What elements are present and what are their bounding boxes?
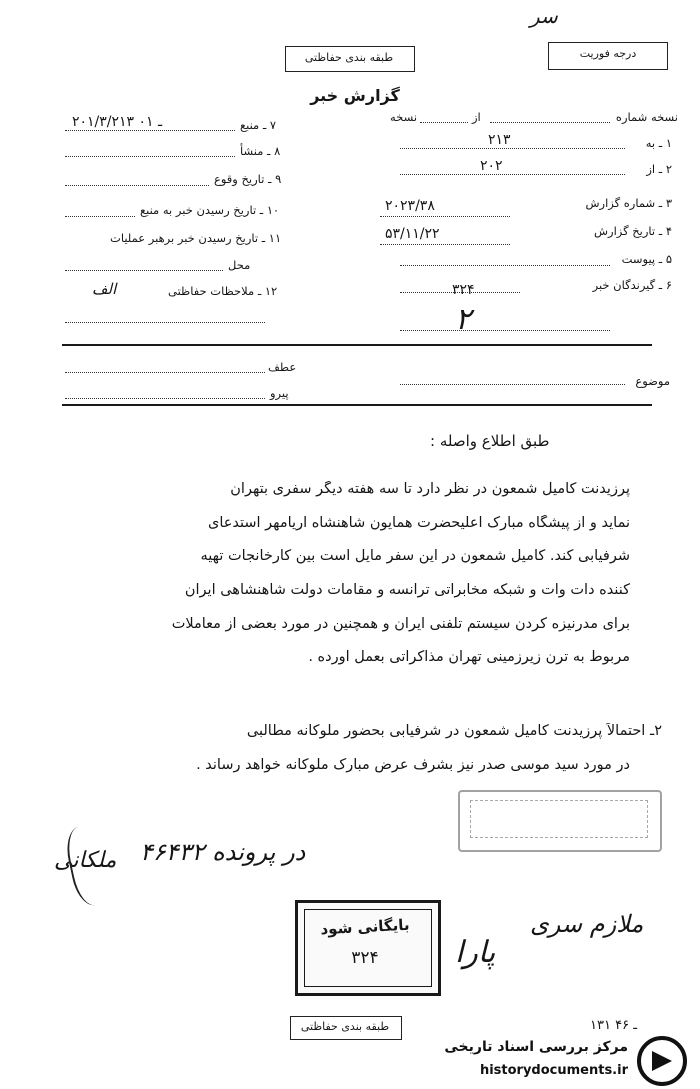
body-greeting: طبق اطلاع واصله : <box>430 432 550 450</box>
follow-label: پیرو <box>270 386 289 400</box>
faded-stamp-inner <box>470 800 648 838</box>
brand-emblem-icon <box>636 1035 688 1087</box>
copy-from-label: از <box>472 110 481 124</box>
signature-right: ملازم سری <box>530 910 644 938</box>
source-value: ۲۰۱/۳/۲۱۳ ـ ۰۱ <box>72 114 163 130</box>
urgency-label: درجه فوریت <box>579 47 637 60</box>
classification-bottom: طبقه بندی حفاظتی <box>300 1020 390 1033</box>
body-line: شرفیابی کند. کامیل شمعون در این سفر مایل است بین کارخانجات تهیه <box>200 548 630 564</box>
recipients-label: ۶ ـ گیرندگان خبر <box>592 278 672 292</box>
subject-label: موضوع <box>635 374 670 388</box>
body-line: ۲ـ احتمالاً پرزیدنت کامیل شمعون در شرفیابی بحضور ملوکانه مطالبی <box>246 723 662 739</box>
body-line: کننده دات وات و شبکه مخابراتی ترانسه و مقامات دولت شاهنشاهی ایران <box>184 582 630 598</box>
report-date-label: ۴ ـ تاریخ گزارش <box>593 224 672 238</box>
signature-right-lower: پارا <box>455 935 496 970</box>
report-no-value: ۲۰۲۳/۳۸ <box>385 198 435 214</box>
brand-logo <box>430 1029 700 1089</box>
top-right-mark: سر <box>530 4 558 28</box>
body-line: در مورد سید موسی صدر نیز بشرف عرض مبارک ملوکانه خواهد رساند . <box>196 757 630 773</box>
page-title: گزارش خبر <box>310 86 400 105</box>
received-source-label: ۱۰ ـ تاریخ رسیدن خبر به منبع <box>140 203 280 217</box>
copy-number-label: نسخه شماره <box>615 110 678 124</box>
from-label: ۲ ـ از <box>646 162 672 176</box>
ref-label: عطف <box>268 360 297 374</box>
to-label: ۱ ـ به <box>645 136 672 150</box>
attachment-label: ۵ ـ پیوست <box>621 252 672 266</box>
signature-flourish <box>62 822 120 909</box>
classification-top: طبقه بندی حفاظتی <box>304 51 394 64</box>
page-code: ۱۳۱ ـ ۴۶ <box>590 1018 638 1033</box>
body-line: نماید و از پیشگاه مبارک اعلیحضرت همایون شاهنشاه آریامهر استدعای <box>207 515 630 531</box>
subject-top-rule <box>62 344 652 346</box>
origin-label: ۸ ـ منشأ <box>240 144 281 158</box>
remarks-label: ۱۲ ـ ملاحظات حفاظتی <box>168 284 278 298</box>
handwritten-file-number: در پرونده ۴۶۴۳۲ <box>140 838 306 866</box>
received-ops-label: ۱۱ ـ تاریخ رسیدن خبر برهبر عملیات <box>110 231 282 245</box>
occurrence-label: ۹ ـ تاریخ وقوع <box>214 172 282 186</box>
from-value: ۲۰۲ <box>480 158 503 174</box>
brand-name: مرکز بررسی اسناد تاریخی <box>444 1039 628 1055</box>
source-label: ۷ ـ منبع <box>240 118 277 132</box>
place-label: محل <box>228 258 251 272</box>
recipients-value: ۳۲۴ <box>452 282 475 298</box>
report-date-value: ۵۳/۱۱/۲۲ <box>385 226 440 242</box>
body-line: برای مدرنیزه کردن سیستم تلفنی ایران و همچنین در مورد بعضی از معاملات <box>171 616 630 632</box>
big-handwritten-mark: ۲ <box>455 302 472 337</box>
copy-word: نسخه <box>390 110 418 124</box>
subject-bottom-rule <box>62 404 652 406</box>
archive-stamp-text: بایگانی شود <box>320 915 410 939</box>
archive-stamp-number: ۳۲۴ <box>351 948 379 968</box>
report-no-label: ۳ ـ شماره گزارش <box>585 196 672 210</box>
brand-url: historydocuments.ir <box>479 1063 628 1078</box>
signature-left: ملکانی <box>54 848 117 873</box>
to-value: ۲۱۳ <box>488 132 511 148</box>
body-line: پرزیدنت کامیل شمعون در نظر دارد تا سه هفته دیگر سفری بتهران <box>230 481 630 497</box>
body-line: مربوط به ترن زیرزمینی تهران مذاکراتی بعمل آورده . <box>308 649 630 665</box>
remarks-value: الف <box>92 280 117 298</box>
